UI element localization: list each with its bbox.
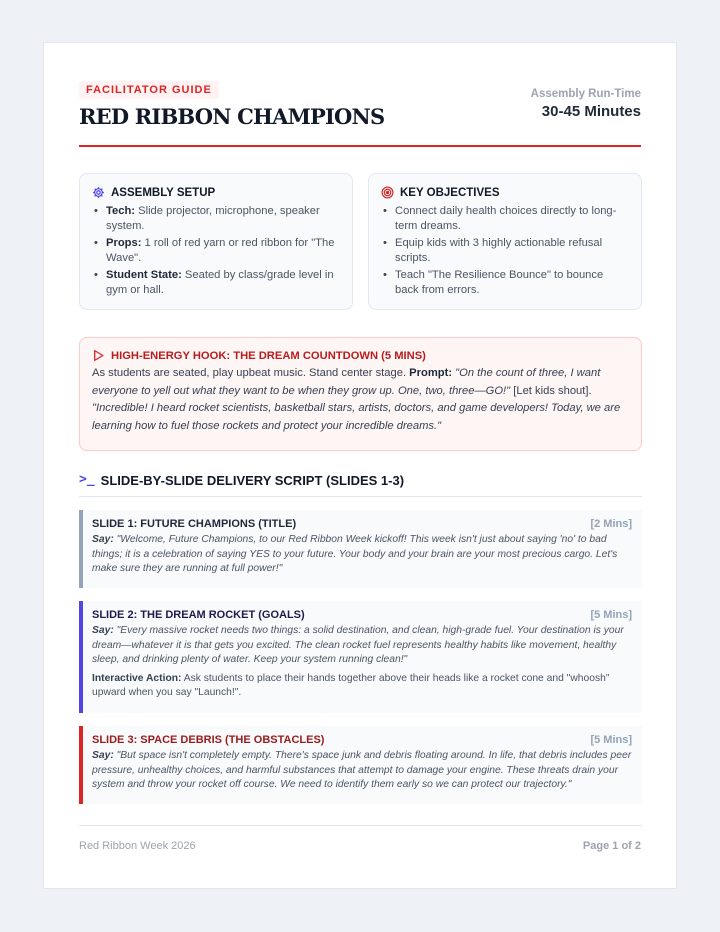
say-text: "Every massive rocket needs two things: a solid destination, and clean, high-grade fuel. Your destination is your dream—whatever it is that gets you excited. The clean rocket fuel represents healthy habits like movement, healthy sleep, and drinking plenty of water. Keep your system running clean!"	[92, 625, 624, 665]
setup-item-text: 1 roll of red yarn or red ribbon for "The Wave".	[106, 237, 335, 264]
setup-item-label: Tech:	[106, 205, 136, 217]
objective-item: • Teach "The Resilience Bounce" to bounce back from errors.	[381, 268, 629, 297]
setup-item	[92, 236, 340, 265]
script-section-heading	[79, 473, 642, 497]
slide-say	[92, 624, 632, 668]
slide-action	[92, 672, 632, 701]
slide-title: SLIDE 3: SPACE DEBRIS (THE OBSTACLES)	[92, 734, 325, 746]
setup-item	[92, 268, 340, 297]
slide-say	[92, 533, 632, 577]
page-header	[79, 81, 641, 147]
slide-card-1	[79, 510, 642, 588]
assembly-setup-box	[79, 173, 353, 310]
hook-prompt-label: Prompt:	[409, 367, 453, 379]
terminal-icon: >_	[79, 472, 95, 487]
runtime-value: 30-45 Minutes	[541, 103, 641, 120]
objectives-list	[381, 204, 629, 297]
key-objectives-heading	[381, 186, 629, 199]
slide-time: [5 Mins]	[590, 609, 632, 621]
slide-say	[92, 749, 632, 793]
footer-page-number: Page 1 of 2	[582, 840, 641, 852]
say-label: Say:	[92, 750, 114, 761]
slide-card-3	[79, 726, 642, 804]
say-text: "But space isn't completely empty. There's space junk and debris floating around. In life, that debris includes peer pressure, unhealthy choices, and harmful substances that attempt to damage your engine. These threats drain your system and throw your rocket off course. We need to identify them early so we can protect our trajectory."	[92, 750, 632, 790]
slide-card-2	[79, 601, 642, 713]
hook-stage-note: [Let kids shout].	[510, 384, 592, 397]
guide-page	[43, 42, 677, 889]
slide-title: SLIDE 1: FUTURE CHAMPIONS (TITLE)	[92, 518, 297, 530]
footer-left: Red Ribbon Week 2026	[79, 840, 196, 852]
setup-item-text: Slide projector, microphone, speaker system.	[106, 205, 320, 232]
slide-title: SLIDE 2: THE DREAM ROCKET (GOALS)	[92, 609, 305, 621]
objective-item: • Equip kids with 3 highly actionable refusal scripts.	[381, 236, 629, 265]
hook-heading	[92, 349, 629, 362]
hook-intro: As students are seated, play upbeat music. Stand center stage.	[92, 367, 410, 379]
play-icon	[92, 349, 105, 362]
setup-item-text: Seated by class/grade level in gym or hall.	[106, 269, 334, 296]
say-label: Say:	[92, 625, 114, 636]
setup-item	[92, 204, 340, 233]
hook-text	[92, 365, 629, 435]
action-label: Interactive Action:	[92, 672, 182, 684]
assembly-setup-title: ASSEMBLY SETUP	[111, 186, 216, 199]
assembly-setup-heading	[92, 186, 340, 199]
say-text: "Welcome, Future Champions, to our Red Ribbon Week kickoff! This week isn't just about saying 'no' to bad things; it is a celebration of saying YES to your future. Your body and your brain are your most precious cargo. Let's make sure they are running at full power!"	[92, 534, 618, 574]
guide-badge: FACILITATOR GUIDE	[79, 81, 219, 99]
say-label: Say:	[92, 534, 114, 545]
script-section-title: SLIDE-BY-SLIDE DELIVERY SCRIPT (SLIDES 1-3)	[100, 473, 405, 488]
hook-prompt-quote: "On the count of three, I want everyone to yell out what they want to be when they grow up. One, two, three—GO!"	[92, 367, 601, 397]
hook-title: HIGH-ENERGY HOOK: THE DREAM COUNTDOWN (5 MINS)	[111, 349, 426, 362]
key-objectives-box	[368, 173, 642, 310]
setup-item-label: Student State:	[106, 269, 182, 281]
setup-list	[92, 204, 340, 297]
hook-closing-quote: "Incredible! I heard rocket scientists, basketball stars, artists, doctors, and game developers! Today, we are learning how to fuel those rockets and protect your incredible dreams."	[92, 402, 621, 432]
gear-icon	[92, 186, 105, 199]
key-objectives-title: KEY OBJECTIVES	[400, 186, 500, 199]
hook-box	[79, 337, 642, 451]
slide-time: [5 Mins]	[590, 734, 632, 746]
setup-item-label: Props:	[106, 237, 142, 249]
page-title: RED RIBBON CHAMPIONS	[79, 104, 385, 129]
runtime-label: Assembly Run-Time	[530, 88, 641, 100]
objective-item: • Connect daily health choices directly to long-term dreams.	[381, 204, 629, 233]
target-icon	[381, 186, 394, 199]
slide-time: [2 Mins]	[590, 518, 632, 530]
footer-divider	[79, 825, 642, 826]
action-text: Ask students to place their hands together above their heads like a rocket cone and "whoosh" upward when you say "Launch!".	[92, 672, 610, 698]
